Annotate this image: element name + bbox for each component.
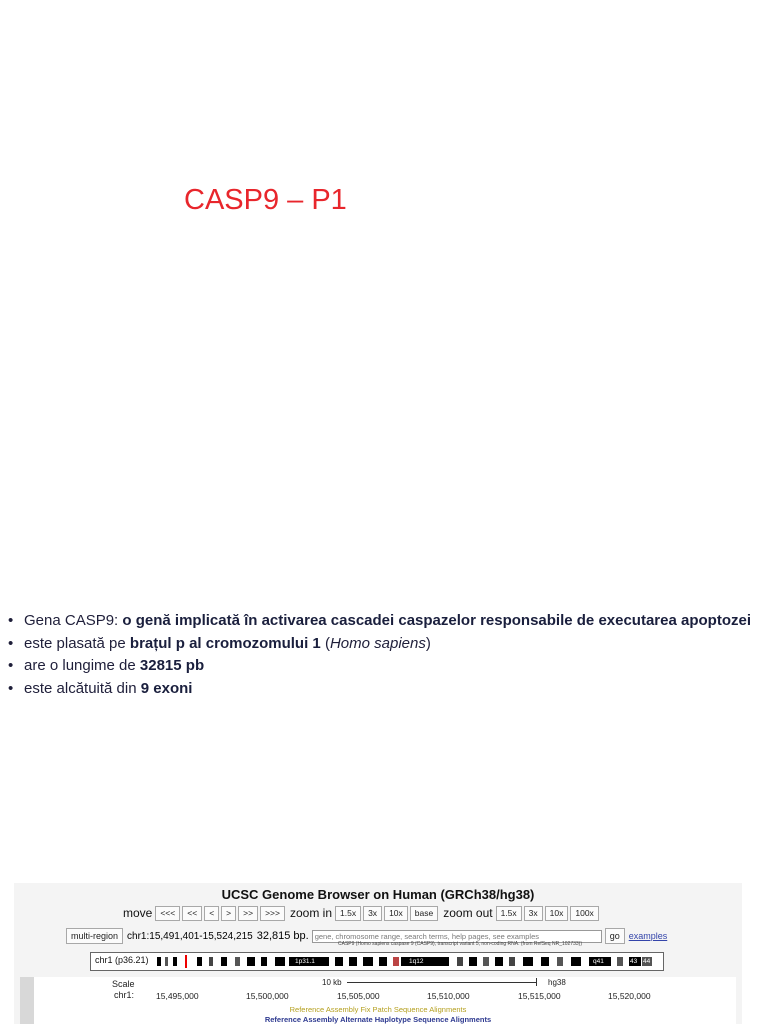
move-button[interactable]: >> xyxy=(238,906,258,921)
bullet-text: brațul p al cromozomului 1 xyxy=(129,634,321,652)
zoom-in-button[interactable]: 1.5x xyxy=(335,906,361,921)
go-button[interactable]: go xyxy=(605,928,625,944)
band xyxy=(363,957,373,966)
move-button[interactable]: << xyxy=(182,906,202,921)
move-button[interactable]: >>> xyxy=(260,906,285,921)
zoom-in-button[interactable]: 10x xyxy=(384,906,408,921)
browser-title: UCSC Genome Browser on Human (GRCh38/hg38) xyxy=(221,887,535,902)
band xyxy=(495,957,503,966)
band xyxy=(235,957,240,966)
band xyxy=(173,957,177,966)
coordinate-tick: 15,500,000 xyxy=(246,991,289,1001)
coordinate-tick: 15,510,000 xyxy=(427,991,470,1001)
alt-haplotype-track-label[interactable]: Reference Assembly Alternate Haplotype Sequence Alignments xyxy=(264,1015,492,1024)
zoom-out-label: zoom out xyxy=(443,906,493,920)
bullet-item xyxy=(6,634,756,655)
move-label: move xyxy=(123,906,153,920)
zoom-out-buttons xyxy=(496,906,601,921)
bullet-text: ( xyxy=(320,634,330,652)
band xyxy=(221,957,227,966)
band-label: 44 xyxy=(643,958,651,965)
chr-label: chr1: xyxy=(114,990,135,1000)
bullet-text: 9 exoni xyxy=(140,679,193,697)
band-label: 1q12 xyxy=(409,958,424,965)
fix-patch-track-label[interactable]: Reference Assembly Fix Patch Sequence Alignments xyxy=(289,1005,467,1014)
bullet-text: 32815 pb xyxy=(139,657,205,674)
zoom-in-button[interactable]: base xyxy=(410,906,438,921)
examples-link[interactable]: examples xyxy=(628,931,668,941)
slide-title: CASP9 – P1 xyxy=(184,184,347,216)
bullet-text: ) xyxy=(425,634,431,652)
band xyxy=(165,957,168,966)
bullet-item xyxy=(6,679,756,700)
coordinate-tick: 15,515,000 xyxy=(518,991,561,1001)
chromosome-ideogram[interactable] xyxy=(90,952,664,971)
band xyxy=(197,957,202,966)
zoom-out-button[interactable]: 1.5x xyxy=(496,906,522,921)
band xyxy=(469,957,477,966)
move-button[interactable]: < xyxy=(204,906,219,921)
coordinate-tick: 15,520,000 xyxy=(608,991,651,1001)
bullet-text: o genă implicată în activarea cascadei caspazelor responsabile de executarea apoptozei xyxy=(122,612,751,629)
move-button[interactable]: <<< xyxy=(155,906,180,921)
coordinate-tick: 15,495,000 xyxy=(156,991,199,1001)
gene-description: CASP9 (Homo sapiens caspase 9 (CASP9), transcript variant 5, non-coding RNA. (from RefSeq NR_102733)) xyxy=(338,941,582,947)
bullet-text: Homo sapiens xyxy=(329,634,426,652)
move-button[interactable]: > xyxy=(221,906,236,921)
band xyxy=(261,957,267,966)
band-label: q41 xyxy=(593,958,604,965)
zoom-out-button[interactable]: 3x xyxy=(524,906,543,921)
current-position-marker xyxy=(185,955,187,968)
band xyxy=(209,957,213,966)
band xyxy=(509,957,515,966)
scale-bar-label: 10 kb xyxy=(322,978,342,987)
zoom-in-label: zoom in xyxy=(289,906,332,920)
ucsc-genome-browser-screenshot xyxy=(14,883,742,1024)
band xyxy=(247,957,255,966)
band xyxy=(541,957,549,966)
bullet-item xyxy=(6,611,756,632)
bullet-dot: • xyxy=(8,634,14,652)
scale-label: Scale xyxy=(112,979,135,989)
band xyxy=(275,957,285,966)
coordinate-tick: 15,505,000 xyxy=(337,991,380,1001)
band xyxy=(483,957,489,966)
multi-region-button[interactable]: multi-region xyxy=(66,928,123,944)
bullet-dot: • xyxy=(8,657,14,674)
position-display: chr1:15,491,401-15,524,215 xyxy=(127,930,253,942)
navigation-row xyxy=(120,905,601,921)
bullet-list xyxy=(6,611,756,701)
ideogram-label: chr1 (p36.21) xyxy=(95,955,149,965)
bullet-text: este plasată pe xyxy=(24,634,130,652)
band xyxy=(157,957,161,966)
bullet-item xyxy=(6,656,756,677)
band xyxy=(523,957,533,966)
zoom-out-button[interactable]: 100x xyxy=(570,906,598,921)
assembly-label: hg38 xyxy=(548,978,566,987)
bullet-text: Gena CASP9: xyxy=(24,612,123,629)
bullet-dot: • xyxy=(8,612,14,629)
bullet-text: are o lungime de xyxy=(24,657,140,674)
bullet-dot: • xyxy=(8,679,14,697)
centromere xyxy=(393,957,399,966)
band xyxy=(557,957,563,966)
search-input[interactable]: gene, chromosome range, search terms, help pages, see examples xyxy=(312,930,602,943)
band xyxy=(457,957,463,966)
move-buttons xyxy=(155,906,287,921)
band xyxy=(617,957,623,966)
size-display: 32,815 bp. xyxy=(256,930,309,942)
band xyxy=(335,957,343,966)
scale-bar xyxy=(347,982,537,983)
bullet-text: este alcătuită din xyxy=(24,679,141,697)
scale-bar-end xyxy=(536,978,537,986)
zoom-out-button[interactable]: 10x xyxy=(545,906,569,921)
ideogram-bands xyxy=(157,957,657,966)
zoom-in-button[interactable]: 3x xyxy=(363,906,382,921)
band xyxy=(379,957,387,966)
band xyxy=(571,957,581,966)
band-label: 1p31.1 xyxy=(295,958,315,965)
band-label: 43 xyxy=(630,958,638,965)
band xyxy=(349,957,357,966)
zoom-in-buttons xyxy=(335,906,440,921)
